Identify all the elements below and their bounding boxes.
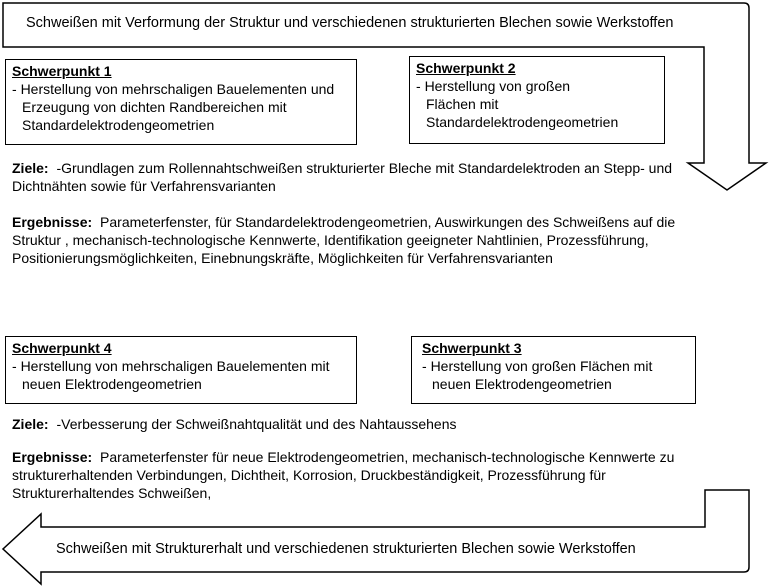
schwerpunkt-3-item: - Herstellung von großen Flächen mit neuen Elektrodengeometrien: [422, 357, 689, 393]
lower-ergebnisse-text: Parameterfenster für neue Elektrodengeometrien, mechanisch-technologische Kennwerte zu strukturerhaltenden Verbindungen, Dichtheit, Korrosion, Druckbeständigkeit, Prozessführung für Strukturerhaltendes Schweißen,: [12, 449, 675, 501]
lower-ergebnisse: [12, 448, 702, 502]
upper-ergebnisse-text: Parameterfenster, für Standardelektrodengeometrien, Auswirkungen des Schweißens auf die Struktur , mechanisch-technologische Kennwerte, Identifikation geeigneter Nahtlinien, Prozessführung, Positionierungsmöglichkeiten, Einebnungskräfte, Möglichkeiten für Verfahrensvarianten: [12, 214, 676, 266]
schwerpunkt-2-title: Schwerpunkt 2: [416, 60, 516, 76]
upper-ziele-text: -Grundlagen zum Rollennahtschweißen strukturierter Bleche mit Standardelektroden an Stepp- und Dichtnähten sowie für Verfahrensvarianten: [12, 160, 673, 194]
schwerpunkt-4-box: [5, 336, 357, 404]
schwerpunkt-1-item: - Herstellung von mehrschaligen Bauelementen und Erzeugung von dichten Randbereichen mit Standardelektrodengeometrien: [12, 80, 350, 134]
upper-ziele-label: Ziele:: [12, 160, 49, 176]
schwerpunkt-2-box: [409, 56, 665, 144]
upper-ziele: [12, 159, 702, 195]
schwerpunkt-3-box: [411, 336, 696, 404]
upper-ergebnisse: [12, 213, 702, 267]
bottom-arrow-label: Schweißen mit Strukturerhalt und verschiedenen strukturierten Blechen sowie Werkstoffen: [56, 541, 636, 557]
lower-ziele: [12, 415, 702, 433]
schwerpunkt-2-item: - Herstellung von großen Flächen mit Standardelektrodengeometrien: [416, 77, 658, 131]
schwerpunkt-3-title: Schwerpunkt 3: [422, 340, 522, 356]
lower-ziele-label: Ziele:: [12, 416, 49, 432]
schwerpunkt-1-box: [5, 59, 357, 145]
bottom-flow-arrow: [3, 490, 749, 584]
schwerpunkt-1-title: Schwerpunkt 1: [12, 63, 112, 79]
upper-ergebnisse-label: Ergebnisse:: [12, 214, 93, 230]
lower-ziele-text: -Verbesserung der Schweißnahtqualität und des Nahtaussehens: [56, 416, 457, 432]
schwerpunkt-4-item: - Herstellung von mehrschaligen Bauelementen mit neuen Elektrodengeometrien: [12, 357, 350, 393]
top-arrow-label: Schweißen mit Verformung der Struktur und verschiedenen strukturierten Blechen sowie Werkstoffen: [26, 15, 674, 31]
lower-ergebnisse-label: Ergebnisse:: [12, 449, 93, 465]
schwerpunkt-4-title: Schwerpunkt 4: [12, 340, 112, 356]
